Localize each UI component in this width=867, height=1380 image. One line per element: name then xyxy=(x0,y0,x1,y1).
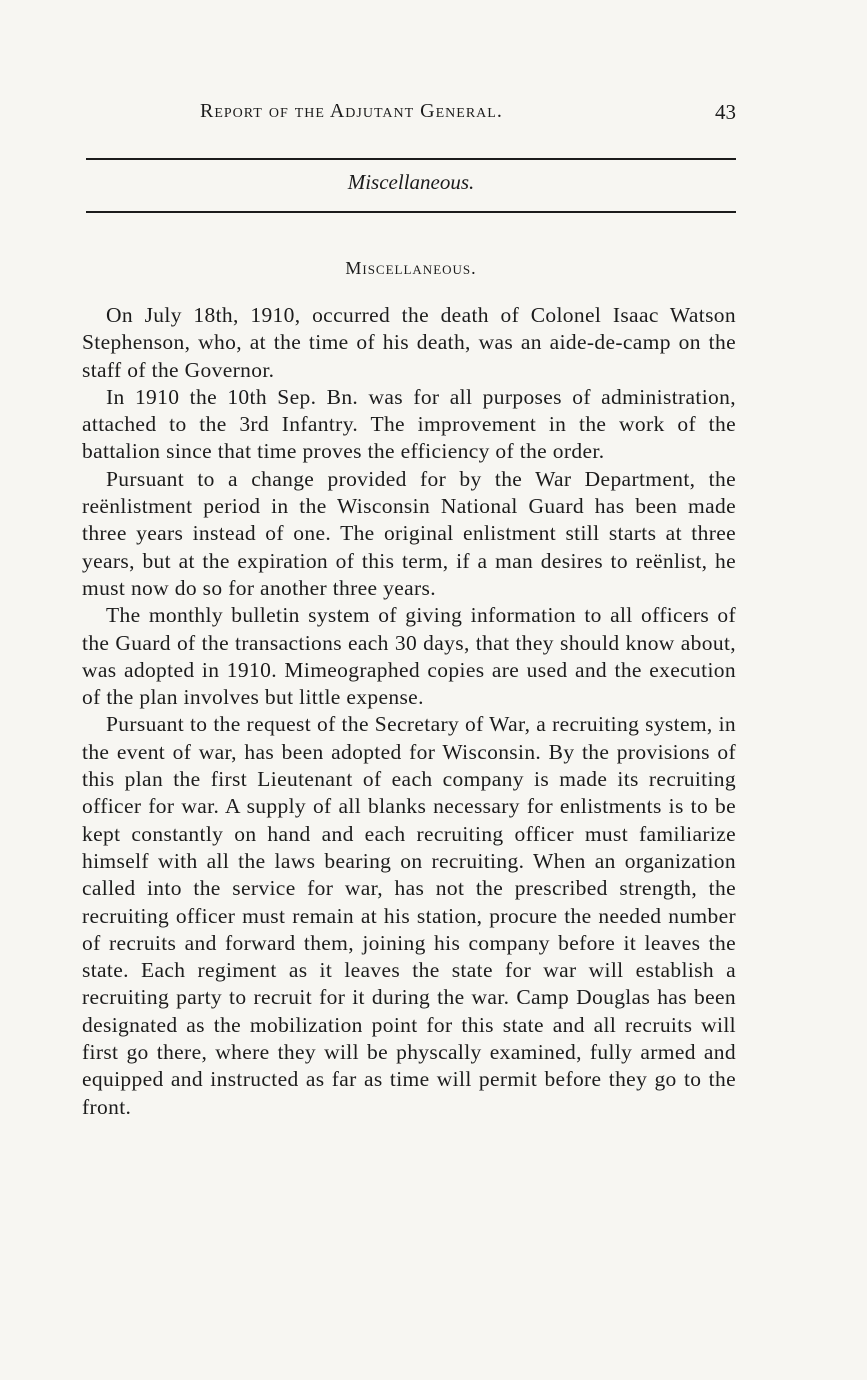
body-text xyxy=(82,302,736,1121)
bottom-rule xyxy=(86,211,736,213)
paragraph: Pursuant to the request of the Secretary of War, a recruiting system, in the event of war, has been adopted for Wisconsin. By the provisions of this plan the first Lieutenant of each company is made its recruiting officer for war. A supply of all blanks necessary for enlistments is to be kept constantly on hand and each recruiting officer must familiarize himself with all the laws bearing on recruiting. When an organization called into the service for war, has not the prescribed strength, the recruiting officer must remain at his station, procure the needed number of recruits and forward them, joining his company before it leaves the state. Each regiment as it leaves the state for war will establish a recruiting party to recruit for it during the war. Camp Douglas has been designated as the mobilization point for this state and all recruits will first go there, where they will be physcally examined, fully armed and equipped and instructed as far as time will permit before they go to the front. xyxy=(82,712,736,1119)
paragraph: On July 18th, 1910, occurred the death of Colonel Isaac Watson Stephenson, who, at the time of his death, was an aide-de-camp on the staff of the Governor. xyxy=(82,303,736,382)
top-rule xyxy=(86,158,736,160)
page-number: 43 xyxy=(715,100,736,124)
section-banner: Miscellaneous. xyxy=(347,170,475,194)
paragraph: Pursuant to a change provided for by the War Department, the reënlistment period in the Wisconsin National Guard has been made three years instead of one. The original enlistment still starts at three years, but at the expiration of this term, if a man desires to reënlist, he must now do so for another three years. xyxy=(82,466,736,600)
section-heading: Miscellaneous. xyxy=(345,258,477,278)
paragraph: In 1910 the 10th Sep. Bn. was for all purposes of administration, attached to the 3rd Infantry. The improvement in the work of the battalion since that time proves the efficiency of the order. xyxy=(82,384,736,464)
paragraph: The monthly bulletin system of giving information to all officers of the Guard of the transactions each 30 days, that they should know about, was adopted in 1910. Mimeographed copies are used and the execution of the plan involves but little expense. xyxy=(82,603,736,710)
running-head-title: Report of the Adjutant General. xyxy=(200,100,503,122)
